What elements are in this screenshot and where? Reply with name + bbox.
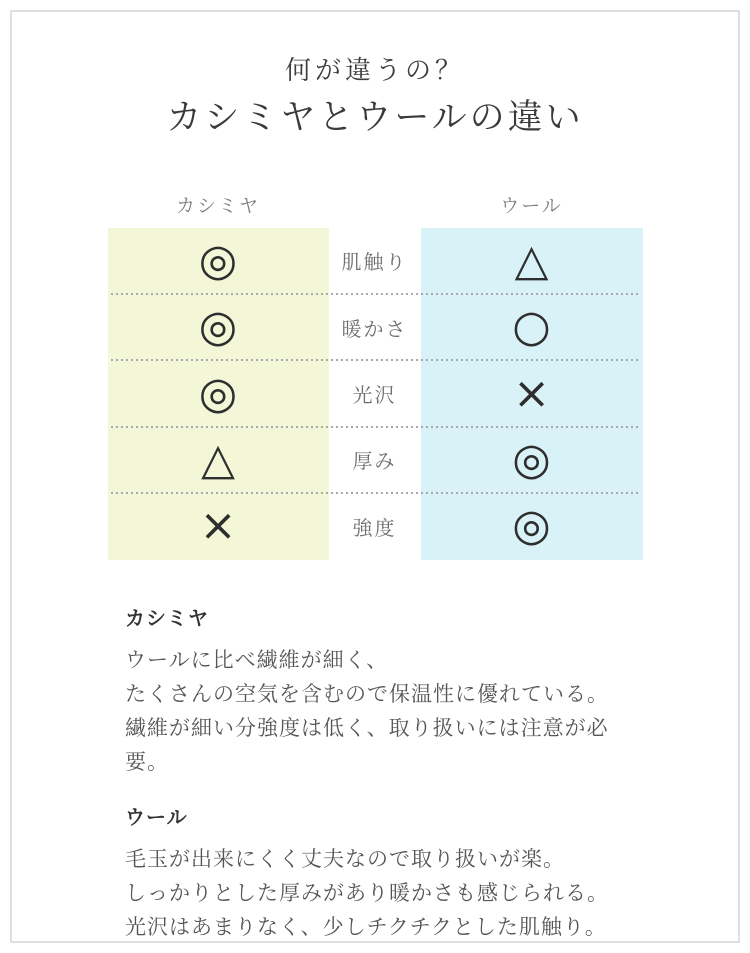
cashmere-description-text bbox=[125, 644, 640, 780]
cashmere-description-heading: カシミヤ bbox=[125, 607, 209, 630]
wool-description-section bbox=[125, 806, 640, 945]
page-subtitle: 何が違うの？ bbox=[284, 56, 465, 86]
comparison-grid bbox=[108, 228, 643, 560]
column-header-cashmere: カシミヤ bbox=[175, 195, 260, 217]
table-row bbox=[108, 294, 643, 360]
attribute-label: 強度 bbox=[352, 517, 397, 540]
table-row bbox=[108, 427, 643, 493]
table-row bbox=[108, 493, 643, 559]
table-row bbox=[108, 228, 643, 294]
cashmere-rating-symbol: ◎ bbox=[198, 301, 238, 353]
attribute-label: 肌触り bbox=[341, 252, 408, 275]
description-line: たくさんの空気を含むので保温性に優れている。 bbox=[125, 682, 609, 706]
description-line: しっかりとした厚みがあり暖かさも感じられる。 bbox=[125, 881, 609, 905]
cashmere-rating-symbol: × bbox=[199, 500, 237, 552]
description-line: 繊維が細い分強度は低く、取り扱いには注意が必要。 bbox=[125, 716, 609, 774]
attribute-label: 暖かさ bbox=[341, 318, 408, 341]
wool-rating-symbol: ◎ bbox=[512, 500, 551, 552]
wool-rating-symbol: × bbox=[513, 367, 550, 419]
cashmere-rating-symbol: △ bbox=[201, 433, 235, 485]
attribute-label: 光沢 bbox=[352, 385, 397, 408]
wool-rating-symbol: ○ bbox=[512, 301, 551, 353]
wool-description-text bbox=[125, 843, 640, 945]
wool-description-heading: ウール bbox=[125, 806, 188, 829]
table-row bbox=[108, 360, 643, 426]
page-title: カシミヤとウールの違い bbox=[166, 97, 584, 138]
wool-rating-symbol: △ bbox=[514, 234, 549, 286]
cashmere-description-section bbox=[125, 607, 640, 780]
cashmere-rating-symbol: ◎ bbox=[198, 234, 238, 286]
description-line: 毛玉が出来にくく丈夫なので取り扱いが楽。 bbox=[125, 847, 565, 871]
description-line: 光沢はあまりなく、少しチクチクとした肌触り。 bbox=[125, 915, 607, 939]
column-header-spacer bbox=[329, 194, 421, 220]
wool-rating-symbol: ◎ bbox=[512, 433, 551, 485]
attribute-label: 厚み bbox=[352, 451, 397, 474]
cashmere-rating-symbol: ◎ bbox=[198, 367, 238, 419]
column-header-wool: ウール bbox=[500, 195, 563, 217]
comparison-table bbox=[108, 194, 643, 560]
column-headers bbox=[108, 194, 643, 220]
description-line: ウールに比べ繊維が細く、 bbox=[125, 648, 389, 672]
table-rows bbox=[108, 228, 643, 560]
